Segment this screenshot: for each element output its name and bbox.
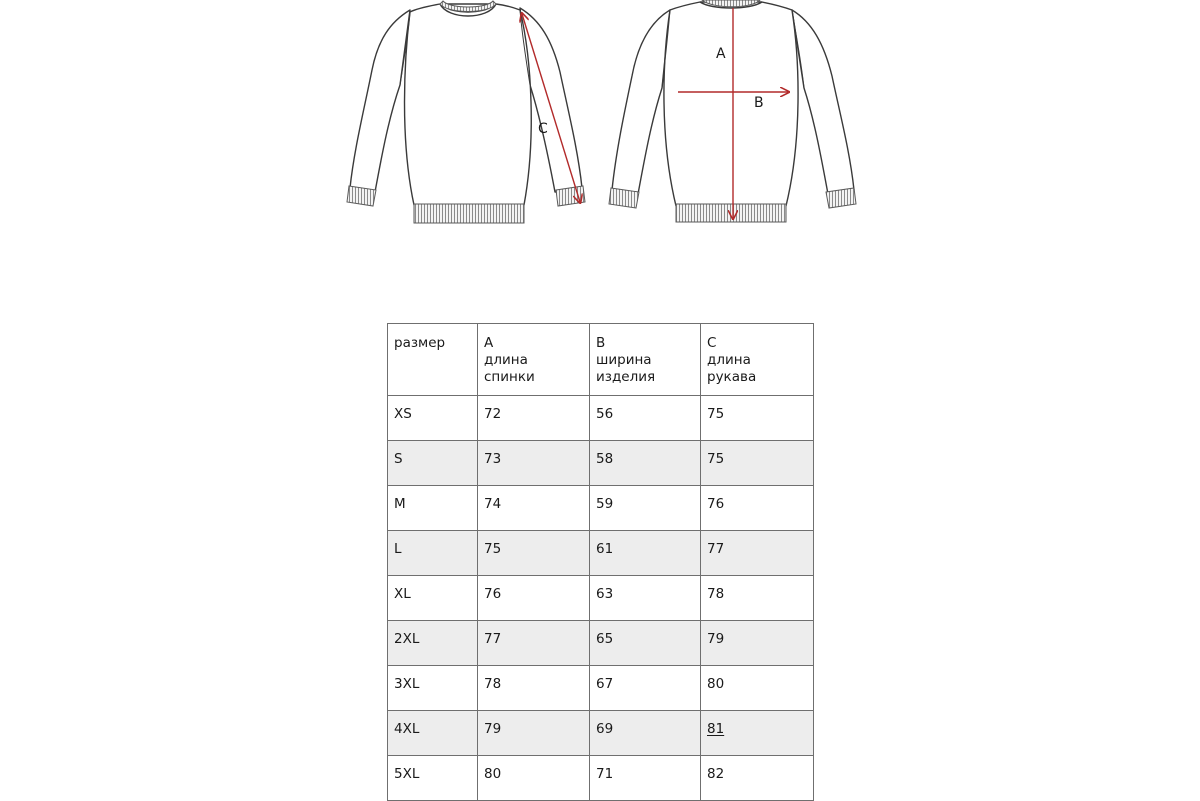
width-cell: 56 xyxy=(590,396,701,441)
size-table-body xyxy=(388,396,814,801)
sweatshirt-size-diagram xyxy=(330,0,870,235)
back-length-cell: 75 xyxy=(478,531,590,576)
sleeve-length-cell: 77 xyxy=(701,531,814,576)
back-length-cell: 76 xyxy=(478,576,590,621)
sleeve-length-cell: 82 xyxy=(701,756,814,801)
table-row xyxy=(388,396,814,441)
width-cell: 58 xyxy=(590,441,701,486)
sleeve-length-cell: 76 xyxy=(701,486,814,531)
size-table-header xyxy=(388,324,814,396)
size-cell: L xyxy=(388,531,478,576)
table-row xyxy=(388,441,814,486)
table-row xyxy=(388,531,814,576)
label-c: C xyxy=(538,121,548,137)
size-cell: 5XL xyxy=(388,756,478,801)
width-cell: 65 xyxy=(590,621,701,666)
size-cell: 3XL xyxy=(388,666,478,711)
label-a: A xyxy=(716,46,726,62)
width-cell: 59 xyxy=(590,486,701,531)
header-width: B ширина изделия xyxy=(590,324,701,396)
size-cell: 4XL xyxy=(388,711,478,756)
back-length-cell: 73 xyxy=(478,441,590,486)
back-length-cell: 79 xyxy=(478,711,590,756)
back-length-cell: 77 xyxy=(478,621,590,666)
sweatshirt-front-drawing xyxy=(350,4,582,205)
table-row xyxy=(388,711,814,756)
size-cell: XS xyxy=(388,396,478,441)
width-cell: 63 xyxy=(590,576,701,621)
size-cell: 2XL xyxy=(388,621,478,666)
back-length-cell: 80 xyxy=(478,756,590,801)
table-row xyxy=(388,756,814,801)
width-cell: 67 xyxy=(590,666,701,711)
table-row xyxy=(388,486,814,531)
width-cell: 71 xyxy=(590,756,701,801)
header-row xyxy=(388,324,814,396)
table-row xyxy=(388,576,814,621)
table-row xyxy=(388,666,814,711)
label-b: B xyxy=(754,95,764,111)
back-length-cell: 78 xyxy=(478,666,590,711)
sleeve-length-cell: 75 xyxy=(701,396,814,441)
size-cell: M xyxy=(388,486,478,531)
width-cell: 61 xyxy=(590,531,701,576)
width-cell: 69 xyxy=(590,711,701,756)
sleeve-length-cell: 79 xyxy=(701,621,814,666)
size-cell: XL xyxy=(388,576,478,621)
header-sleeve-length: C длина рукава xyxy=(701,324,814,396)
sleeve-length-cell: 78 xyxy=(701,576,814,621)
sleeve-length-cell: 80 xyxy=(701,666,814,711)
size-cell: S xyxy=(388,441,478,486)
table-row xyxy=(388,621,814,666)
back-length-cell: 74 xyxy=(478,486,590,531)
sleeve-length-cell: 81 xyxy=(701,711,814,756)
header-back-length: A длина спинки xyxy=(478,324,590,396)
back-length-cell: 72 xyxy=(478,396,590,441)
sleeve-length-cell: 75 xyxy=(701,441,814,486)
header-size: размер xyxy=(388,324,478,396)
size-chart-table xyxy=(387,323,814,801)
